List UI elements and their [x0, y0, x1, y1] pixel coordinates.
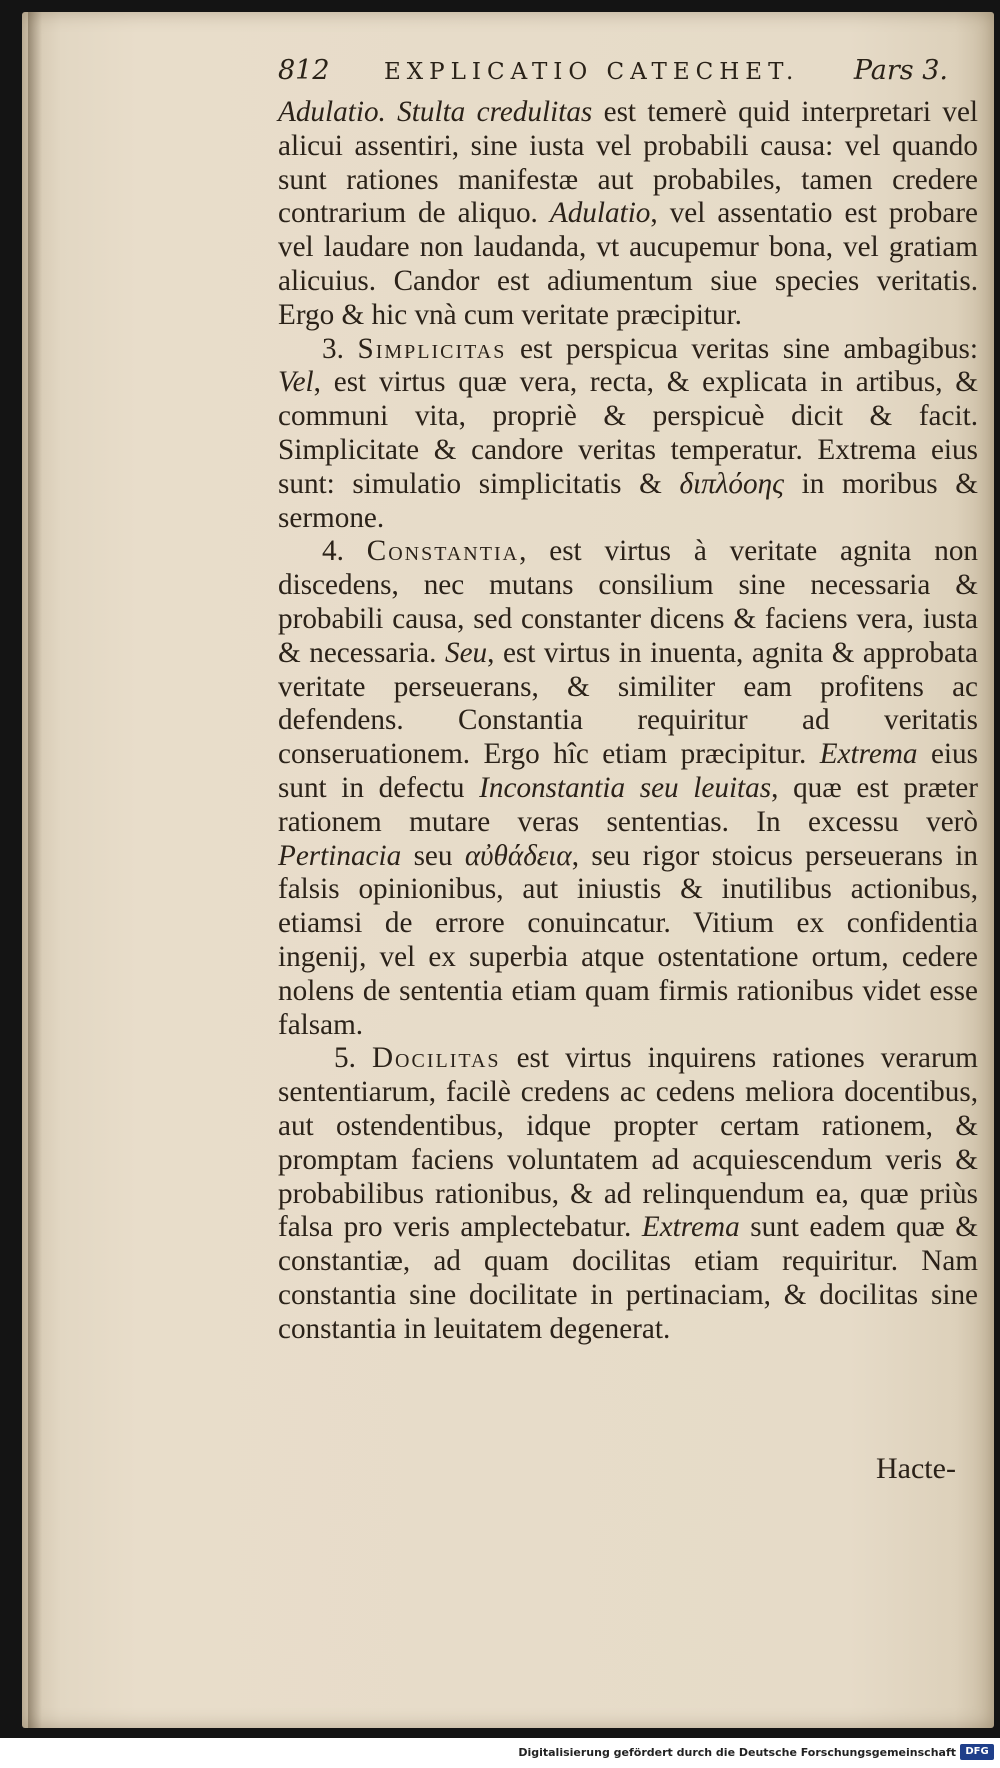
text-segment: seu	[401, 839, 465, 872]
text-segment: Extrema	[641, 1211, 740, 1244]
catchword: Hacte-	[876, 1452, 956, 1485]
text-segment: in moribus & sermone.	[278, 467, 979, 534]
text-segment: est virtus inquirens rationes verarum sententiarum, facilè credens ac cedens meliora docentibus, aut ostendentibus, idque propter certam rationem, & promptam faciens voluntatem ad acquiescendum veris & probabilibus rationibus, & ad relinquendum ea, quæ priùs falsa pro veris amplectebatur.	[278, 1042, 978, 1244]
paragraph	[278, 333, 978, 536]
text-segment: Simplicitas	[357, 332, 507, 365]
text-segment: , est virtus quæ vera, recta, & explicata in artibus, & communi vita, propriè & perspicuè dicit & facit. Simplicitate & candore veritas temperatur. Extrema eius sunt: simulatio simplicitatis &	[278, 366, 978, 500]
text-segment: αὐθάδεια	[464, 839, 572, 872]
text-segment: Vel	[278, 366, 314, 399]
text-segment: , est virtus in inuenta, agnita & approbata veritate perseuerans, & similiter eam profitens ac defendens. Constantia requiritur ad veritatis conseruationem. Ergo hîc etiam præcipitur.	[278, 636, 978, 771]
page-number: 812	[278, 55, 330, 86]
paragraph	[278, 1042, 978, 1346]
text-segment: 3.	[322, 332, 358, 365]
running-title: EXPLICATIO CATECHET.	[384, 59, 800, 85]
text-segment: sunt eadem quæ & constantiæ, ad quam docilitas etiam requiritur. Nam constantia sine docilitate in pertinaciam, & docilitas sine constantia in leuitatem degenerat.	[278, 1211, 978, 1345]
text-segment: , vel assentatio est probare vel laudare non laudanda, vt aucupemur bona, vel gratiam alicuius. Candor est adiumentum siue species veritatis. Ergo & hic vnà cum veritate præcipitur.	[278, 197, 979, 331]
footer-bar	[0, 1738, 1000, 1768]
text-segment: Pertinacia	[278, 839, 402, 872]
text-segment: Seu	[444, 636, 488, 669]
text-segment: Constantia	[366, 535, 520, 568]
paragraph	[278, 96, 978, 333]
body-text	[278, 96, 978, 1346]
text-segment: est perspicua veritas sine ambagibus:	[506, 332, 979, 365]
dfg-logo: DFG	[960, 1744, 994, 1760]
funding-credit: Digitalisierung gefördert durch die Deutsche Forschungsgemeinschaft	[518, 1746, 956, 1759]
text-segment: Docilitas	[371, 1042, 501, 1075]
text-segment: 4.	[322, 535, 367, 568]
text-segment: Inconstantia seu leuitas	[479, 771, 772, 804]
part-label: Pars 3.	[853, 55, 948, 86]
text-segment: , quæ est præter rationem mutare veras sententias. In excessu verò	[278, 771, 978, 838]
text-segment: 5.	[334, 1042, 372, 1075]
text-segment: Adulatio. Stulta credulitas	[278, 96, 593, 128]
text-segment: διπλόοης	[679, 467, 784, 500]
text-segment: Extrema	[819, 738, 918, 771]
running-head	[278, 55, 958, 95]
text-segment: , est virtus à veritate agnita non discedens, nec mutans consilium sine necessaria & probabili causa, sed constanter dicens & faciens vera, iusta & necessaria.	[278, 535, 979, 669]
paragraph	[278, 535, 978, 1042]
text-segment: eius sunt in defectu	[278, 738, 978, 804]
text-segment: est temerè quid interpretari vel alicui assentiri, sine iusta vel probabili causa: vel quando sunt rationes manifestæ aut probabiles, tamen credere contrarium de aliquo.	[278, 96, 979, 230]
text-segment: , seu rigor stoicus perseuerans in falsis opinionibus, aut iniustis & inutilibus actionibus, etiamsi de errore conuincatur. Vitium ex confidentia ingenij, vel ex superbia atque ostentatione ortum, cedere nolens de sententia etiam quam firmis rationibus videt esse falsam.	[278, 839, 978, 1041]
text-segment: Adulatio	[549, 197, 651, 230]
